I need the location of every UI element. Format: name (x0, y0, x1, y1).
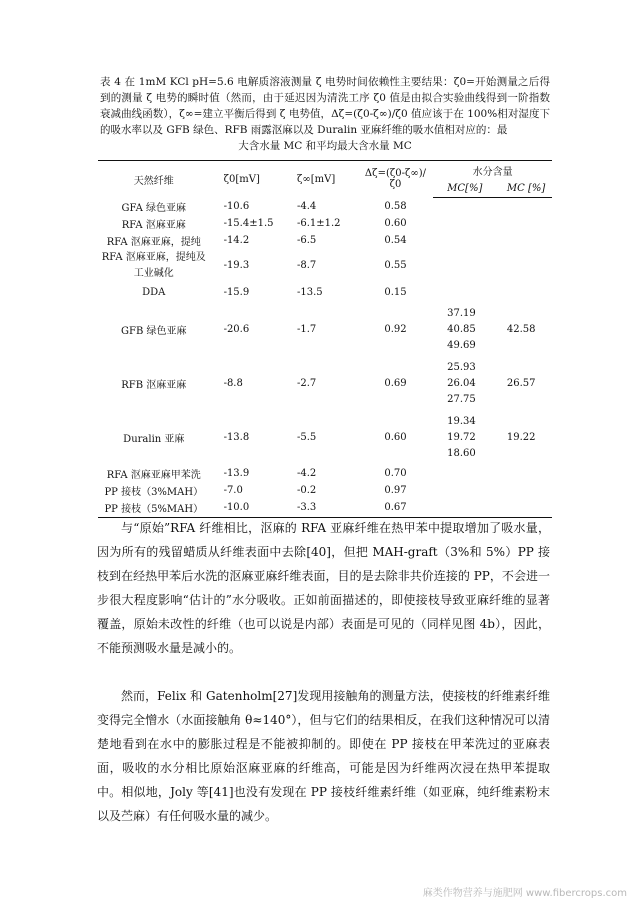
cell-z0: -14.2 (223, 234, 250, 246)
table-row (98, 499, 552, 518)
cell-mc-avg: 19.22 (506, 432, 536, 443)
cell-zinf: -0.2 (296, 484, 317, 496)
cell-fiber: DDA (142, 287, 166, 298)
header-water-content: 水分含量 (433, 161, 552, 180)
body-paragraph-2: 然而，Felix 和 Gatenholm[27]发现用接触角的测量方法，使接枝的纤维素纤维变得完全憎水（水面接触角 θ≈140°），但与它们的结果相反，在我们这种情况可以清楚地看到在水中的膨胀过程是不能被抑制的。即使在 PP 接枝在甲苯洗过的亚麻表面，吸收的水分相比原始沤麻亚麻的纤维高，可能是因为纤维两次浸在热甲苯提取中。相似地，Joly 等[41]也没有发现在 PP 接枝纤维素纤维（如亚麻，纯纤维素粉末以及苎麻）有任何吸水量的减少。 (97, 689, 550, 823)
zeta-potential-table (98, 160, 552, 518)
cell-fiber: RFA 沤麻亚麻甲苯洗 (106, 469, 201, 481)
cell-z0: -10.0 (210, 499, 289, 518)
cell-zinf: -8.7 (296, 260, 317, 271)
cell-dz: 0.60 (384, 432, 407, 443)
cell-z0: -7.0 (223, 484, 243, 496)
table-row (98, 411, 552, 465)
cell-z0: -13.9 (223, 467, 250, 479)
cell-mc (433, 198, 503, 215)
cell-fiber: Duralin 亚麻 (123, 434, 185, 445)
table-row (98, 482, 552, 499)
cell-mc-avg: 26.57 (506, 378, 536, 389)
header-fiber: 天然纤维 (98, 161, 210, 198)
cell-dz: 0.55 (384, 260, 407, 271)
cell-mc (433, 283, 503, 303)
cell-mc-avg (503, 249, 552, 283)
cell-zinf: -5.5 (296, 432, 317, 443)
body-paragraph-1: 与“原始”RFA 纤维相比，沤麻的 RFA 亚麻纤维在热甲苯中提取增加了吸水量，因为所有的残留蜡质从纤维表面中去除[40]，但把 MAH-graft（3%和 5%）PP 接枝到在经热甲苯后水洗的沤麻亚麻纤维表面，目的是去除非共价连接的 PP，不会进一步很大程度影响“估计的”水分吸收。正如前面描述的，即使接枝导致亚麻纤维的显著覆盖，原始未改性的纤维（也可以说是内部）表面是可见的（同样见图 4b），因此，不能预测吸水量是减小的。 (97, 521, 550, 655)
cell-zinf: -4.2 (296, 467, 317, 479)
cell-mc: 37.19 40.85 49.69 (447, 307, 476, 351)
cell-fiber: PP 接枝（5%MAH） (98, 499, 210, 518)
cell-z0: -19.3 (223, 260, 250, 271)
table-row (98, 215, 552, 232)
table-row (98, 357, 552, 411)
header-zeta0: ζ0[mV] (210, 161, 289, 198)
cell-mc (433, 232, 503, 249)
table-row (98, 232, 552, 249)
cell-zinf: -6.5 (296, 234, 317, 246)
cell-mc-avg (503, 482, 552, 499)
caption-line-1: 表 4 在 1mM KCl pH=5.6 电解质溶液测量 ζ 电势时间依赖性主要结果：ζ0=开始测量之后得到的测量 ζ 电势的瞬时值（然而，由于延迟因为清洗工序 ζ0 值是由拟合实验曲线得到一阶指数衰减曲线函数），ζ∞=建立平衡后得到 ζ 电势值，Δζ=(ζ0-ζ∞)/ζ0 值应该于在 100%相对湿度下的吸水率以及 GFB 绿色、RFB 雨露沤麻以及 Duralin 亚麻纤维的吸水值相对应的：最 (100, 76, 550, 136)
cell-zinf: -13.5 (296, 287, 323, 298)
cell-dz: 0.58 (384, 200, 407, 212)
table-row (98, 283, 552, 303)
header-delta-zeta: Δζ=(ζ0-ζ∞)/ζ0 (358, 161, 433, 198)
table-caption (100, 74, 550, 154)
cell-fiber: RFB 沤麻亚麻 (121, 380, 187, 391)
table-header-row (98, 161, 552, 180)
cell-fiber: RFA 沤麻亚麻，提纯及工业碱化 (101, 251, 206, 279)
cell-dz: 0.92 (384, 324, 407, 335)
cell-dz: 0.97 (384, 484, 407, 496)
cell-mc-avg (503, 499, 552, 518)
cell-mc-avg (503, 465, 552, 482)
cell-z0: -13.8 (223, 432, 250, 443)
cell-mc (433, 482, 503, 499)
table-row (98, 465, 552, 482)
cell-mc-avg (503, 215, 552, 232)
cell-dz: 0.67 (358, 499, 433, 518)
cell-mc (433, 215, 503, 232)
cell-dz: 0.60 (384, 217, 407, 229)
cell-mc: 25.93 26.04 27.75 (447, 361, 476, 405)
cell-z0: -8.8 (223, 378, 243, 389)
cell-zinf: -1.7 (296, 324, 317, 335)
cell-mc (433, 249, 503, 283)
cell-mc-avg (503, 232, 552, 249)
cell-fiber: GFA 绿色亚麻 (121, 202, 187, 214)
cell-dz: 0.15 (384, 287, 407, 298)
cell-zinf: -3.3 (289, 499, 358, 518)
cell-zinf: -4.4 (296, 200, 317, 212)
site-watermark: 麻类作物营养与施肥网 www.fibercrops.com (422, 888, 627, 899)
table-row (98, 198, 552, 215)
cell-fiber: PP 接枝（3%MAH） (104, 486, 204, 498)
caption-line-2: 大含水量 MC 和平均最大含水量 MC (238, 140, 412, 152)
cell-z0: -15.9 (223, 287, 250, 298)
header-zeta-inf: ζ∞[mV] (289, 161, 358, 198)
cell-z0: -10.6 (223, 200, 250, 212)
cell-dz: 0.54 (384, 234, 407, 246)
cell-fiber: RFA 沤麻亚麻，提纯 (106, 236, 201, 248)
cell-dz: 0.70 (384, 467, 407, 479)
cell-mc: 19.34 19.72 18.60 (447, 415, 476, 459)
cell-mc-avg (503, 283, 552, 303)
table-row (98, 249, 552, 283)
cell-fiber: RFA 沤麻亚麻 (121, 219, 186, 231)
cell-mc-avg (503, 198, 552, 215)
table-row (98, 303, 552, 357)
cell-mc (433, 465, 503, 482)
cell-z0: -20.6 (223, 324, 250, 335)
cell-zinf: -2.7 (296, 378, 317, 389)
cell-zinf: -6.1±1.2 (296, 217, 341, 229)
header-mc: MC[%] (433, 179, 503, 198)
cell-mc-avg: 42.58 (506, 324, 536, 335)
cell-mc (433, 499, 503, 518)
cell-z0: -15.4±1.5 (223, 217, 274, 229)
cell-fiber: GFB 绿色亚麻 (121, 326, 187, 337)
cell-dz: 0.69 (384, 378, 407, 389)
header-mc-avg: MC [%] (503, 179, 552, 198)
